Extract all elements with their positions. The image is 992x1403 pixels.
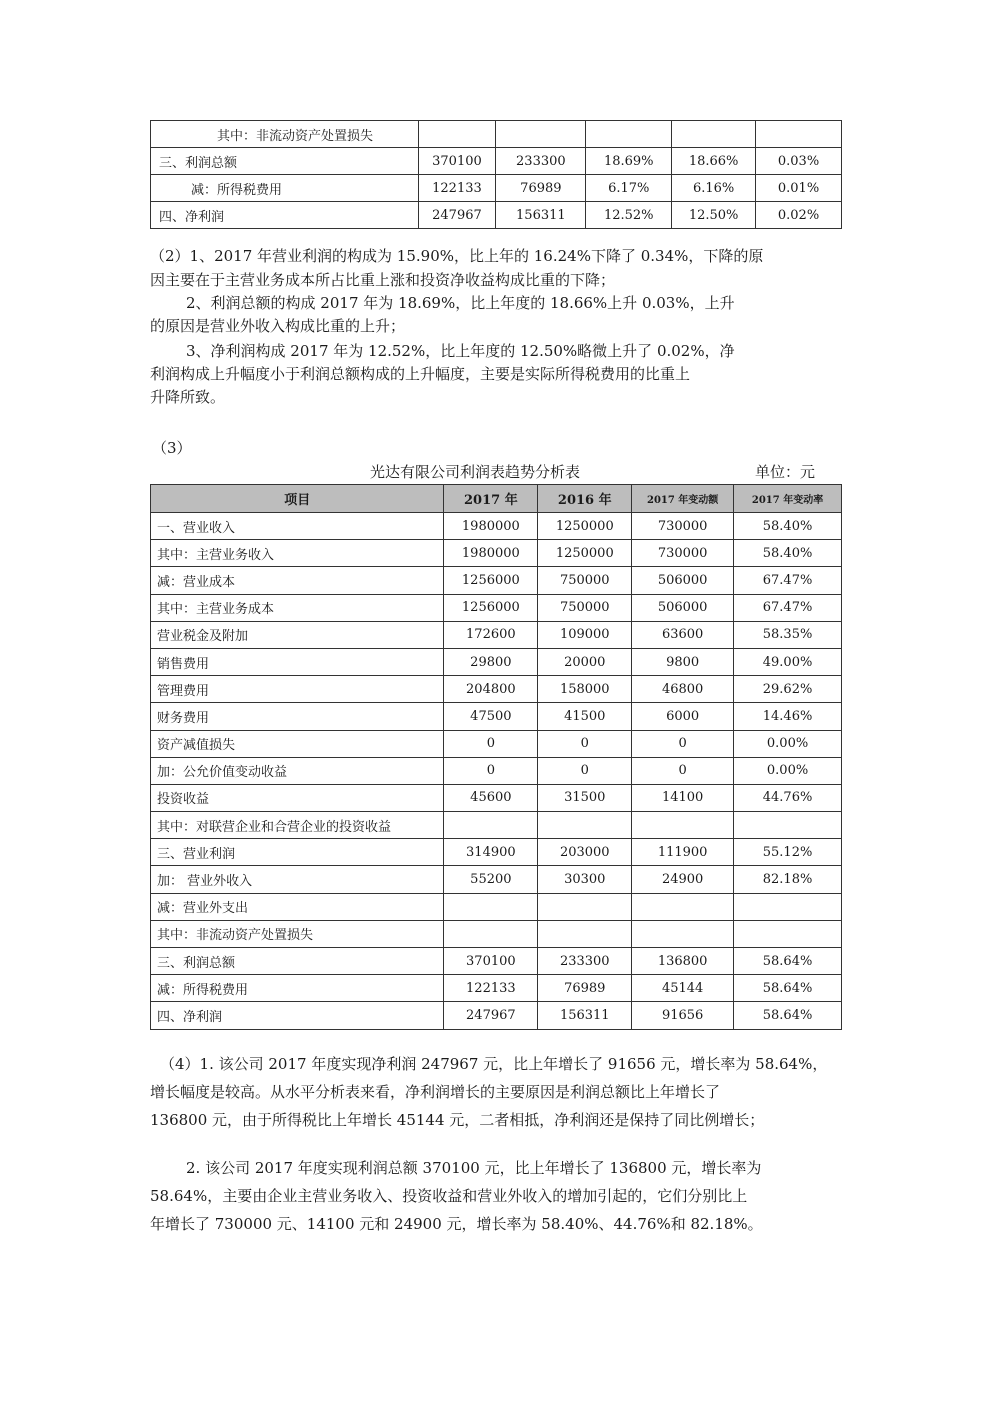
main-table-cell: 55.12%: [734, 839, 842, 866]
main-table-row: [151, 784, 842, 811]
top-table-cell: 370100: [418, 148, 496, 175]
main-table-row: [151, 513, 842, 540]
main-table-cell: 29800: [444, 648, 538, 675]
section2-paragraph-3-line2: 利润构成上升幅度小于利润总额构成的上升幅度，主要是实际所得税费用的比重上: [150, 365, 691, 383]
main-table-cell: 76989: [538, 975, 632, 1002]
main-table-row-label: 投资收益: [151, 784, 444, 811]
main-table-cell: 14100: [632, 784, 734, 811]
main-table-cell: 506000: [632, 594, 734, 621]
main-table-cell: 0: [632, 730, 734, 757]
top-table-cell: 0.02%: [756, 202, 842, 229]
main-table-cell: 730000: [632, 540, 734, 567]
main-table-row-label: 资产减值损失: [151, 730, 444, 757]
main-table-cell: 1980000: [444, 540, 538, 567]
main-table-cell: 49.00%: [734, 648, 842, 675]
main-table-cell: 0.00%: [734, 757, 842, 784]
top-table-cell: 0.03%: [756, 148, 842, 175]
main-table-row: [151, 621, 842, 648]
main-table-row-label: 一、营业收入: [151, 513, 444, 540]
top-table-row-label: 其中：非流动资产处置损失: [151, 121, 419, 148]
profit-structure-table-tail: [150, 120, 842, 229]
table-unit: 单位：元: [755, 463, 816, 481]
main-table-cell: 0.00%: [734, 730, 842, 757]
section4-paragraph-1-line3: 136800 元，由于所得税比上年增长 45144 元，二者相抵，净利润还是保持了同比例增长；: [150, 1111, 765, 1129]
main-table-row-label: 管理费用: [151, 676, 444, 703]
main-table-cell: 0: [632, 757, 734, 784]
main-table-cell: 30300: [538, 866, 632, 893]
main-table-cell: [444, 920, 538, 947]
main-table-cell: 45600: [444, 784, 538, 811]
main-table-row: [151, 648, 842, 675]
main-table-cell: 109000: [538, 621, 632, 648]
main-table-cell: 82.18%: [734, 866, 842, 893]
main-table-cell: 67.47%: [734, 594, 842, 621]
main-table-cell: 136800: [632, 948, 734, 975]
main-table-cell: 46800: [632, 676, 734, 703]
main-table-row-label: 其中：非流动资产处置损失: [151, 920, 444, 947]
main-table-row: [151, 812, 842, 839]
top-table-row: [151, 121, 842, 148]
section2-paragraph-1: （2）1、2017 年营业利润的构成为 15.90%，比上年的 16.24%下降了 0.34%，下降的原因主要在于主营业务成本所占比重上涨和投资净收益构成比重的下降；: [150, 247, 764, 289]
top-table-cell: 18.66%: [672, 148, 756, 175]
section2-paragraph-3-line1: 3、净利润构成 2017 年为 12.52%，比上年度的 12.50%略微上升了 0.02%，净: [186, 342, 735, 360]
top-table-cell: [672, 121, 756, 148]
main-table-row: [151, 567, 842, 594]
main-table-cell: 31500: [538, 784, 632, 811]
main-table-cell: 58.35%: [734, 621, 842, 648]
section4-paragraph-1-line1: （4）1. 该公司 2017 年度实现净利润 247967 元，比上年增长了 91656 元，增长率为 58.64%，: [160, 1055, 828, 1073]
top-table-cell: 6.17%: [586, 175, 672, 202]
main-table-row-label: 减：所得税费用: [151, 975, 444, 1002]
main-table-cell: 0: [538, 757, 632, 784]
main-table-row: [151, 594, 842, 621]
top-table-cell: [418, 121, 496, 148]
main-table-row: [151, 948, 842, 975]
top-table-body: [151, 121, 842, 229]
top-table-row: [151, 175, 842, 202]
section2-paragraph-3-line3: 升降所致。: [150, 388, 226, 406]
top-table-row: [151, 202, 842, 229]
main-table-cell: 6000: [632, 703, 734, 730]
main-table-row: [151, 975, 842, 1002]
main-table-row-label: 其中：主营业务收入: [151, 540, 444, 567]
main-table-row-label: 营业税金及附加: [151, 621, 444, 648]
top-table-cell: 156311: [496, 202, 586, 229]
top-table-cell: 0.01%: [756, 175, 842, 202]
main-table-row-label: 其中：对联营企业和合营企业的投资收益: [151, 812, 444, 839]
main-table-cell: 41500: [538, 703, 632, 730]
main-table-cell: 1256000: [444, 567, 538, 594]
main-table-cell: 55200: [444, 866, 538, 893]
main-table-cell: 370100: [444, 948, 538, 975]
main-table-cell: [538, 893, 632, 920]
top-table-row: [151, 148, 842, 175]
section2-paragraph-2-line2: 的原因是营业外收入构成比重的上升；: [150, 317, 406, 335]
main-table-cell: 58.40%: [734, 540, 842, 567]
main-table-cell: [632, 920, 734, 947]
main-table-cell: 1980000: [444, 513, 538, 540]
main-table-cell: [538, 920, 632, 947]
header-change-rate: 2017 年变动率: [734, 485, 842, 513]
main-table-cell: 0: [444, 730, 538, 757]
main-table-row-label: 三、利润总额: [151, 948, 444, 975]
main-table-row-label: 其中：主营业务成本: [151, 594, 444, 621]
main-table-cell: 172600: [444, 621, 538, 648]
top-table-cell: [756, 121, 842, 148]
main-table-row: [151, 866, 842, 893]
top-table-cell: [586, 121, 672, 148]
top-table-cell: 6.16%: [672, 175, 756, 202]
main-table-cell: 204800: [444, 676, 538, 703]
main-table-row: [151, 676, 842, 703]
main-table-row-label: 加： 营业外收入: [151, 866, 444, 893]
main-table-row: [151, 839, 842, 866]
main-table-cell: 111900: [632, 839, 734, 866]
table-header-row: [151, 485, 842, 513]
section3-label: （3）: [152, 439, 192, 457]
main-table-row-label: 财务费用: [151, 703, 444, 730]
top-table-row-label: 四、净利润: [151, 202, 419, 229]
main-table-cell: 0: [538, 730, 632, 757]
main-table-row: [151, 757, 842, 784]
main-table-cell: [538, 812, 632, 839]
header-change-amount: 2017 年变动额: [632, 485, 734, 513]
top-table-cell: 12.52%: [586, 202, 672, 229]
main-table-cell: [734, 812, 842, 839]
section4-paragraph-2-line2: 58.64%，主要由企业主营业务收入、投资收益和营业外收入的增加引起的，它们分别比上: [150, 1187, 748, 1205]
main-table-cell: 1256000: [444, 594, 538, 621]
top-table-cell: 247967: [418, 202, 496, 229]
main-table-cell: 63600: [632, 621, 734, 648]
header-2017: 2017 年: [444, 485, 538, 513]
main-table-row-label: 四、净利润: [151, 1002, 444, 1029]
main-table-cell: 58.40%: [734, 513, 842, 540]
main-table-row-label: 三、营业利润: [151, 839, 444, 866]
main-table-cell: 203000: [538, 839, 632, 866]
main-table-row-label: 销售费用: [151, 648, 444, 675]
profit-trend-analysis-table: [150, 484, 842, 1030]
table-title: 光达有限公司利润表趋势分析表: [370, 463, 581, 481]
main-table-cell: 314900: [444, 839, 538, 866]
main-table-row: [151, 703, 842, 730]
section4-paragraph-2-line1: 2. 该公司 2017 年度实现利润总额 370100 元，比上年增长了 136800 元，增长率为: [186, 1159, 762, 1177]
section4-paragraph-2-line3: 年增长了 730000 元、14100 元和 24900 元，增长率为 58.40%、44.76%和 82.18%。: [150, 1215, 763, 1233]
main-table-cell: 47500: [444, 703, 538, 730]
top-table-row-label: 三、利润总额: [151, 148, 419, 175]
main-table-cell: 58.64%: [734, 975, 842, 1002]
main-table-cell: 233300: [538, 948, 632, 975]
top-table-cell: 233300: [496, 148, 586, 175]
main-table-cell: [444, 812, 538, 839]
section4-paragraph-1-line2: 增长幅度是较高。从水平分析表来看，净利润增长的主要原因是利润总额比上年增长了: [150, 1083, 721, 1101]
main-table-cell: 750000: [538, 594, 632, 621]
top-table-cell: 18.69%: [586, 148, 672, 175]
main-table-row: [151, 920, 842, 947]
main-table-cell: 44.76%: [734, 784, 842, 811]
main-table-cell: 9800: [632, 648, 734, 675]
main-table-cell: [632, 812, 734, 839]
main-table-cell: 58.64%: [734, 948, 842, 975]
main-table-cell: 1250000: [538, 540, 632, 567]
main-table-cell: [734, 893, 842, 920]
main-table-cell: 45144: [632, 975, 734, 1002]
main-table-cell: 0: [444, 757, 538, 784]
main-table-cell: [632, 893, 734, 920]
main-table-cell: 247967: [444, 1002, 538, 1029]
section2-paragraph-2-line1: 2、利润总额的构成 2017 年为 18.69%，比上年度的 18.66%上升 0.03%，上升: [186, 294, 735, 312]
main-table-cell: 29.62%: [734, 676, 842, 703]
main-table-row: [151, 730, 842, 757]
main-table-cell: 158000: [538, 676, 632, 703]
main-table-row: [151, 893, 842, 920]
main-table-cell: 122133: [444, 975, 538, 1002]
main-table-row: [151, 1002, 842, 1029]
main-table-cell: 506000: [632, 567, 734, 594]
main-table-body: [151, 513, 842, 1030]
main-table-row-label: 加：公允价值变动收益: [151, 757, 444, 784]
top-table-cell: 76989: [496, 175, 586, 202]
top-table-cell: 12.50%: [672, 202, 756, 229]
main-table-cell: 91656: [632, 1002, 734, 1029]
main-table-cell: 156311: [538, 1002, 632, 1029]
main-table-row-label: 减：营业成本: [151, 567, 444, 594]
top-table-cell: 122133: [418, 175, 496, 202]
main-table-cell: 1250000: [538, 513, 632, 540]
main-table-row: [151, 540, 842, 567]
main-table-cell: 14.46%: [734, 703, 842, 730]
main-table-cell: [444, 893, 538, 920]
main-table-cell: 730000: [632, 513, 734, 540]
main-table-cell: [734, 920, 842, 947]
main-table-row-label: 减：营业外支出: [151, 893, 444, 920]
main-table-cell: 750000: [538, 567, 632, 594]
main-table-cell: 67.47%: [734, 567, 842, 594]
top-table-row-label: 减：所得税费用: [151, 175, 419, 202]
header-2016: 2016 年: [538, 485, 632, 513]
main-table-cell: 24900: [632, 866, 734, 893]
header-item: 项目: [151, 485, 444, 513]
main-table-cell: 58.64%: [734, 1002, 842, 1029]
main-table-cell: 20000: [538, 648, 632, 675]
top-table-cell: [496, 121, 586, 148]
